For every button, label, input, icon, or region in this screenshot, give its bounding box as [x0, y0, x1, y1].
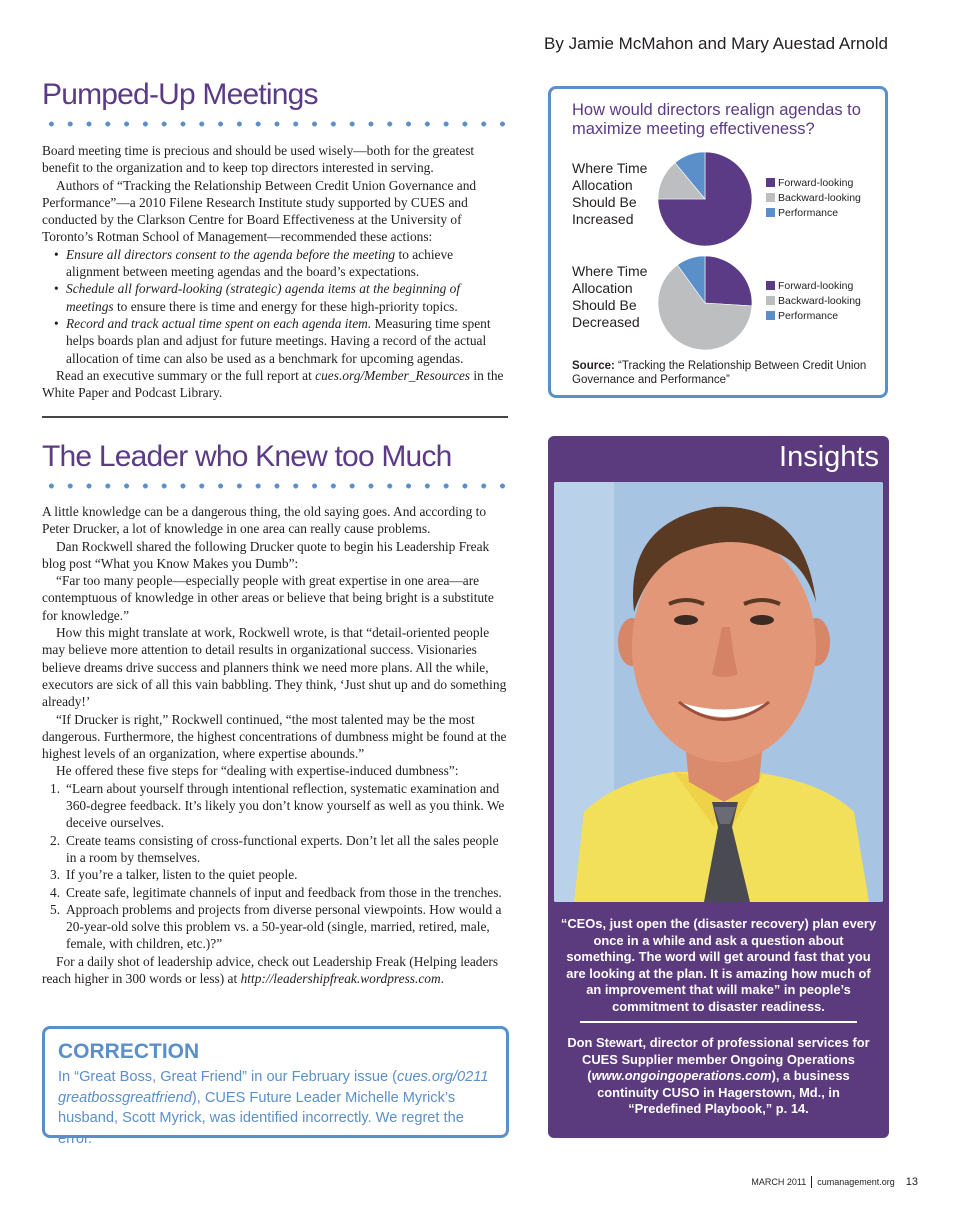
- legend-swatch: [766, 178, 775, 187]
- issue-date: MARCH 2011: [751, 1177, 807, 1187]
- step-text: Create teams consisting of cross-functional experts. Don’t let all the sales people in a room by themselves.: [66, 832, 499, 865]
- article-title-pumped-up-meetings: Pumped-Up Meetings: [42, 78, 318, 111]
- insights-quote: “CEOs, just open the (disaster recovery) plan every once in a while and ask a question about something. The word will get around fast that you are looking at the plan. It is amazing how much of an improvement that will make” in people’s commitment to disaster readiness.: [560, 916, 877, 1014]
- page-footer: [751, 1176, 918, 1188]
- correction-title: CORRECTION: [58, 1040, 200, 1063]
- legend-item: [766, 308, 861, 323]
- report-link[interactable]: cues.org/Member_Resources: [315, 367, 470, 383]
- text: ), a business continuity CUSO in Hagerstown, Md., in “Predefined Playbook,” p. 14.: [597, 1068, 850, 1117]
- step-item: [42, 884, 510, 901]
- insights-divider: [580, 1021, 857, 1023]
- text: Read an executive summary or the full report at: [56, 367, 316, 383]
- step-number: 1.: [50, 780, 61, 796]
- step-item: [42, 832, 510, 867]
- text: ), CUES Future Leader Michelle Myrick’s husband, Scott Myrick, was identified incorrectly. We regret the error.: [58, 1089, 464, 1147]
- step-number: 4.: [50, 884, 61, 900]
- correction-box: [42, 1026, 509, 1147]
- legend-item: [766, 293, 861, 308]
- legend-label: Forward-looking: [778, 176, 854, 189]
- article-title-leader: The Leader who Knew too Much: [42, 440, 452, 473]
- step-text: Create safe, legitimate channels of input and feedback from those in the trenches.: [66, 884, 502, 900]
- text: In “Great Boss, Great Friend” in our February issue (: [58, 1069, 398, 1085]
- bullet-item: [42, 246, 510, 281]
- bullet-emphasis: Ensure all directors consent to the agenda before the meeting: [66, 246, 396, 262]
- paragraph: How this might translate at work, Rockwell wrote, is that “detail-oriented people may believe more attention to detail results in organizational success. Visionaries believe dreams drive success and planners think we need more plans. All the while, executors are sick of all this vain babbling. They think, ‘Just shut up and do something already!’: [42, 625, 507, 710]
- legend-increased: [766, 175, 861, 220]
- pie-chart-increased: [657, 151, 753, 247]
- legend-swatch: [766, 281, 775, 290]
- legend-decreased: [766, 278, 861, 323]
- blog-link[interactable]: http://leadershipfreak.wordpress.com: [240, 971, 441, 987]
- text: in the White Paper and Podcast Library.: [42, 367, 504, 401]
- bullet-emphasis: Record and track actual time spent on each agenda item.: [66, 315, 372, 331]
- section-rule: [42, 416, 508, 418]
- insights-panel: [548, 436, 889, 1138]
- site-name: cumanagement.org: [817, 1177, 895, 1187]
- paragraph: Board meeting time is precious and should be used wisely—both for the greatest benefit to the organization and to keep top directors interested in serving.: [42, 143, 475, 176]
- paragraph: “Far too many people—especially people with great expertise in one area—are contemptuous of knowledge in other areas or believe that being bright is a substitute for knowledge.”: [42, 573, 494, 623]
- chart-title: How would directors realign agendas to maximize meeting effectiveness?: [572, 101, 861, 138]
- paragraph: [42, 953, 510, 988]
- step-text: Approach problems and projects from diverse personal viewpoints. How would a 20-year-old solve this problem vs. a 50-year-old (single, married, retired, male, female, with children, etc.)?”: [66, 901, 502, 952]
- step-number: 2.: [50, 832, 61, 848]
- footer-separator: [811, 1176, 812, 1188]
- article-body-leader: [42, 503, 510, 987]
- legend-label: Backward-looking: [778, 294, 861, 307]
- portrait-illustration: [554, 482, 883, 902]
- bullet-emphasis: Schedule all forward-looking (strategic) agenda items at the beginning of meetings: [66, 281, 461, 314]
- bullet-item: [42, 280, 510, 315]
- step-text: If you’re a talker, listen to the quiet people.: [66, 867, 298, 883]
- legend-label: Forward-looking: [778, 279, 854, 292]
- byline: By Jamie McMahon and Mary Auestad Arnold: [544, 34, 888, 53]
- correction-link[interactable]: cues.org/0211 greatbossgreatfriend: [58, 1069, 489, 1106]
- bullet-item: [42, 315, 510, 367]
- legend-label: Performance: [778, 309, 839, 322]
- paragraph: Authors of “Tracking the Relationship Between Credit Union Governance and Performance”—a 2010 Filene Research Institute study supported by CUES and conducted by the Clarkson Centre for Board Effectiveness at the University of Toronto’s Rotman School of Management—recommended these actions:: [42, 177, 477, 245]
- legend-swatch: [766, 296, 775, 305]
- ongoing-operations-link[interactable]: www.ongoingoperations.com: [591, 1068, 772, 1084]
- bullet-text: to ensure there is time and energy for these high-priority topics.: [113, 298, 458, 314]
- pie-slice-forward-looking: [705, 256, 752, 306]
- dotted-divider: [42, 482, 512, 490]
- pie-title-increased: Where Time Allocation Should Be Increased: [572, 160, 648, 227]
- legend-swatch: [766, 311, 775, 320]
- pie-title-decreased: Where Time Allocation Should Be Decreased: [572, 263, 648, 330]
- insights-heading: Insights: [779, 441, 879, 473]
- bullet-text: to achieve alignment between meeting agendas and the board’s expectations.: [66, 246, 454, 280]
- legend-swatch: [766, 193, 775, 202]
- article-body-pumped-up-meetings: [42, 142, 510, 401]
- text: Don Stewart, director of professional services for CUES Supplier member Ongoing Operations (: [567, 1035, 870, 1084]
- paragraph: Dan Rockwell shared the following Drucker quote to begin his Leadership Freak blog post “What you Know Makes you Dumb”:: [42, 538, 490, 571]
- legend-label: Backward-looking: [778, 191, 861, 204]
- paragraph: A little knowledge can be a dangerous thing, the old saying goes. And according to Peter Drucker, a lot of knowledge in one area can really cause problems.: [42, 504, 487, 537]
- legend-swatch: [766, 208, 775, 217]
- paragraph: [42, 367, 510, 402]
- page-number: 13: [905, 1176, 918, 1188]
- step-text: “Learn about yourself through intentional reflection, systematic examination and 360-degree feedback. It’s likely you don’t know yourself as well as you think. We deceive ourselves.: [66, 780, 505, 831]
- correction-body: [58, 1067, 498, 1149]
- insights-attribution: [560, 1035, 877, 1118]
- legend-item: [766, 205, 861, 220]
- dotted-divider: [42, 120, 512, 128]
- legend-item: [766, 278, 861, 293]
- text: .: [440, 971, 445, 987]
- paragraph: He offered these five steps for “dealing with expertise-induced dumbness”:: [56, 763, 459, 779]
- legend-item: [766, 190, 861, 205]
- chart-source: [572, 359, 872, 387]
- portrait-photo: [554, 482, 883, 902]
- bullet-text: Measuring time spent helps boards plan and adjust for future meetings. Having a record of the actual allocation of time can also be used as a benchmark for upcoming agendas.: [66, 315, 491, 366]
- step-item: [42, 866, 510, 883]
- step-item: [42, 901, 510, 953]
- source-label: Source:: [572, 360, 615, 372]
- legend-item: [766, 175, 861, 190]
- step-item: [42, 780, 510, 832]
- step-number: 3.: [50, 867, 61, 883]
- chart-box: [548, 86, 888, 398]
- step-number: 5.: [50, 901, 61, 917]
- pie-chart-decreased: [657, 255, 753, 351]
- legend-label: Performance: [778, 206, 839, 219]
- paragraph: “If Drucker is right,” Rockwell continued, “the most talented may be the most dangerous. Furthermore, the highest concentrations of dumbness might be found at the highest levels of an organization, where expertise abounds.”: [42, 711, 507, 762]
- text: For a daily shot of leadership advice, check out Leadership Freak (Helping leaders reach higher in 300 words or less) at: [42, 953, 499, 987]
- source-text: “Tracking the Relationship Between Credit Union Governance and Performance”: [572, 360, 867, 386]
